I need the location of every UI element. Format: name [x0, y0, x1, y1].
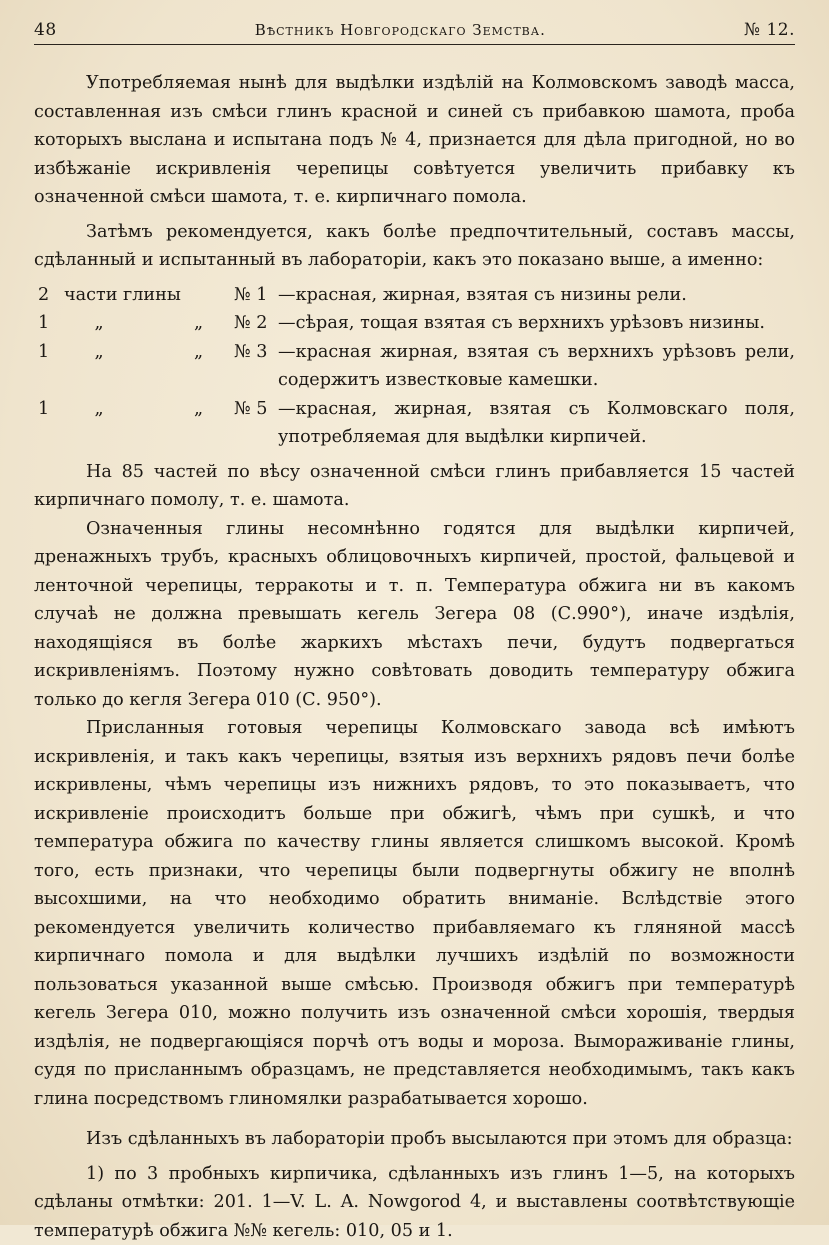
paragraph: 1) по 3 пробныхъ кирпичика, сдѣланныхъ изъ глинъ 1—5, на которыхъ сдѣланы отмѣтки: 201. 1—V. L. A. Nowgorod 4, и выставлены соотвѣтствующіе температурѣ обжига №№ кегель: 010, 05 и 1.	[34, 1160, 795, 1245]
item-ditto	[194, 281, 234, 310]
page-number: 48	[34, 20, 57, 40]
paragraph: Употребляемая нынѣ для выдѣлки издѣлій на Колмовскомъ заводѣ масса, составленная изъ смѣси глинъ красной и синей съ прибавкою шамота, проба которыхъ выслана и испытана подъ № 4, признается для дѣла пригодной, но во избѣжаніе искривленія черепицы совѣтуется увеличить прибавку къ означенной смѣси шамота, т. е. кирпичнаго помола.	[34, 69, 795, 212]
item-unit: „	[64, 395, 194, 452]
item-desc: —красная жирная, взятая съ верхнихъ урѣзовъ рели, содержитъ известковые камешки.	[258, 338, 795, 395]
journal-title: Вѣстникъ Новгородскаго Земства.	[255, 21, 546, 39]
item-unit: „	[64, 309, 194, 338]
list-item	[34, 338, 795, 395]
clay-list	[34, 281, 795, 452]
page-body	[34, 69, 795, 1245]
item-desc: —красная, жирная, взятая съ низины рели.	[258, 281, 795, 310]
paragraph: Изъ сдѣланныхъ въ лабораторіи пробъ высылаются при этомъ для образца:	[34, 1125, 795, 1154]
item-desc: —сѣрая, тощая взятая съ верхнихъ урѣзовъ низины.	[258, 309, 795, 338]
item-qty: 1	[34, 395, 64, 452]
item-unit: „	[64, 338, 194, 395]
item-num: № 1	[234, 281, 258, 310]
paragraph: Означенныя глины несомнѣнно годятся для выдѣлки кирпичей, дренажныхъ трубъ, красныхъ облицовочныхъ кирпичей, простой, фальцевой и ленточной черепицы, терракоты и т. п. Температура обжига ни въ какомъ случаѣ не должна превышать кегель Зегера 08 (С.990°), иначе издѣлія, находящіяся въ болѣе жаркихъ мѣстахъ печи, будутъ подвергаться искривленіямъ. Поэтому нужно совѣтовать доводить температуру обжига только до кегля Зегера 010 (С. 950°).	[34, 515, 795, 715]
item-num: № 2	[234, 309, 258, 338]
paragraph: Присланныя готовыя черепицы Колмовскаго завода всѣ имѣютъ искривленія, и такъ какъ черепицы, взятыя изъ верхнихъ рядовъ печи болѣе искривлены, чѣмъ черепицы изъ нижнихъ рядовъ, то это показываетъ, что искривленіе происходитъ больше при обжигѣ, чѣмъ при сушкѣ, и что температура обжига по качеству глины является слишкомъ высокой. Кромѣ того, есть признаки, что черепицы были подвергнуты обжигу не вполнѣ высохшими, на что необходимо обратить вниманіе. Вслѣдствіе этого рекомендуется увеличить количество прибавляемаго къ гляняной массѣ кирпичнаго помола и для выдѣлки лучшихъ издѣлій по возможности пользоваться указанной выше смѣсью. Производя обжигъ при температурѣ кегель Зегера 010, можно получить изъ означенной смѣси хорошія, твердыя издѣлія, не подвергающіяся порчѣ отъ воды и мороза. Вымораживаніе глины, судя по присланнымъ образцамъ, не представляется необходимымъ, такъ какъ глина посредствомъ глиномялки разрабатывается хорошо.	[34, 714, 795, 1113]
item-ditto: „	[194, 395, 234, 452]
list-item	[34, 281, 795, 310]
paragraph: На 85 частей по вѣсу означенной смѣси глинъ прибавляется 15 частей кирпичнаго помолу, т. е. шамота.	[34, 458, 795, 515]
item-qty: 1	[34, 309, 64, 338]
item-unit: части глины	[64, 281, 194, 310]
paragraph: Затѣмъ рекомендуется, какъ болѣе предпочтительный, составъ массы, сдѣланный и испытанный въ лабораторіи, какъ это показано выше, а именно:	[34, 218, 795, 275]
item-num: № 5	[234, 395, 258, 452]
item-num: № 3	[234, 338, 258, 395]
issue-number: № 12.	[744, 20, 795, 40]
item-qty: 2	[34, 281, 64, 310]
list-item	[34, 309, 795, 338]
item-desc: —красная, жирная, взятая съ Колмовскаго поля, употребляемая для выдѣлки кирпичей.	[258, 395, 795, 452]
list-item	[34, 395, 795, 452]
item-qty: 1	[34, 338, 64, 395]
item-ditto: „	[194, 309, 234, 338]
item-ditto: „	[194, 338, 234, 395]
page-header	[34, 20, 795, 45]
